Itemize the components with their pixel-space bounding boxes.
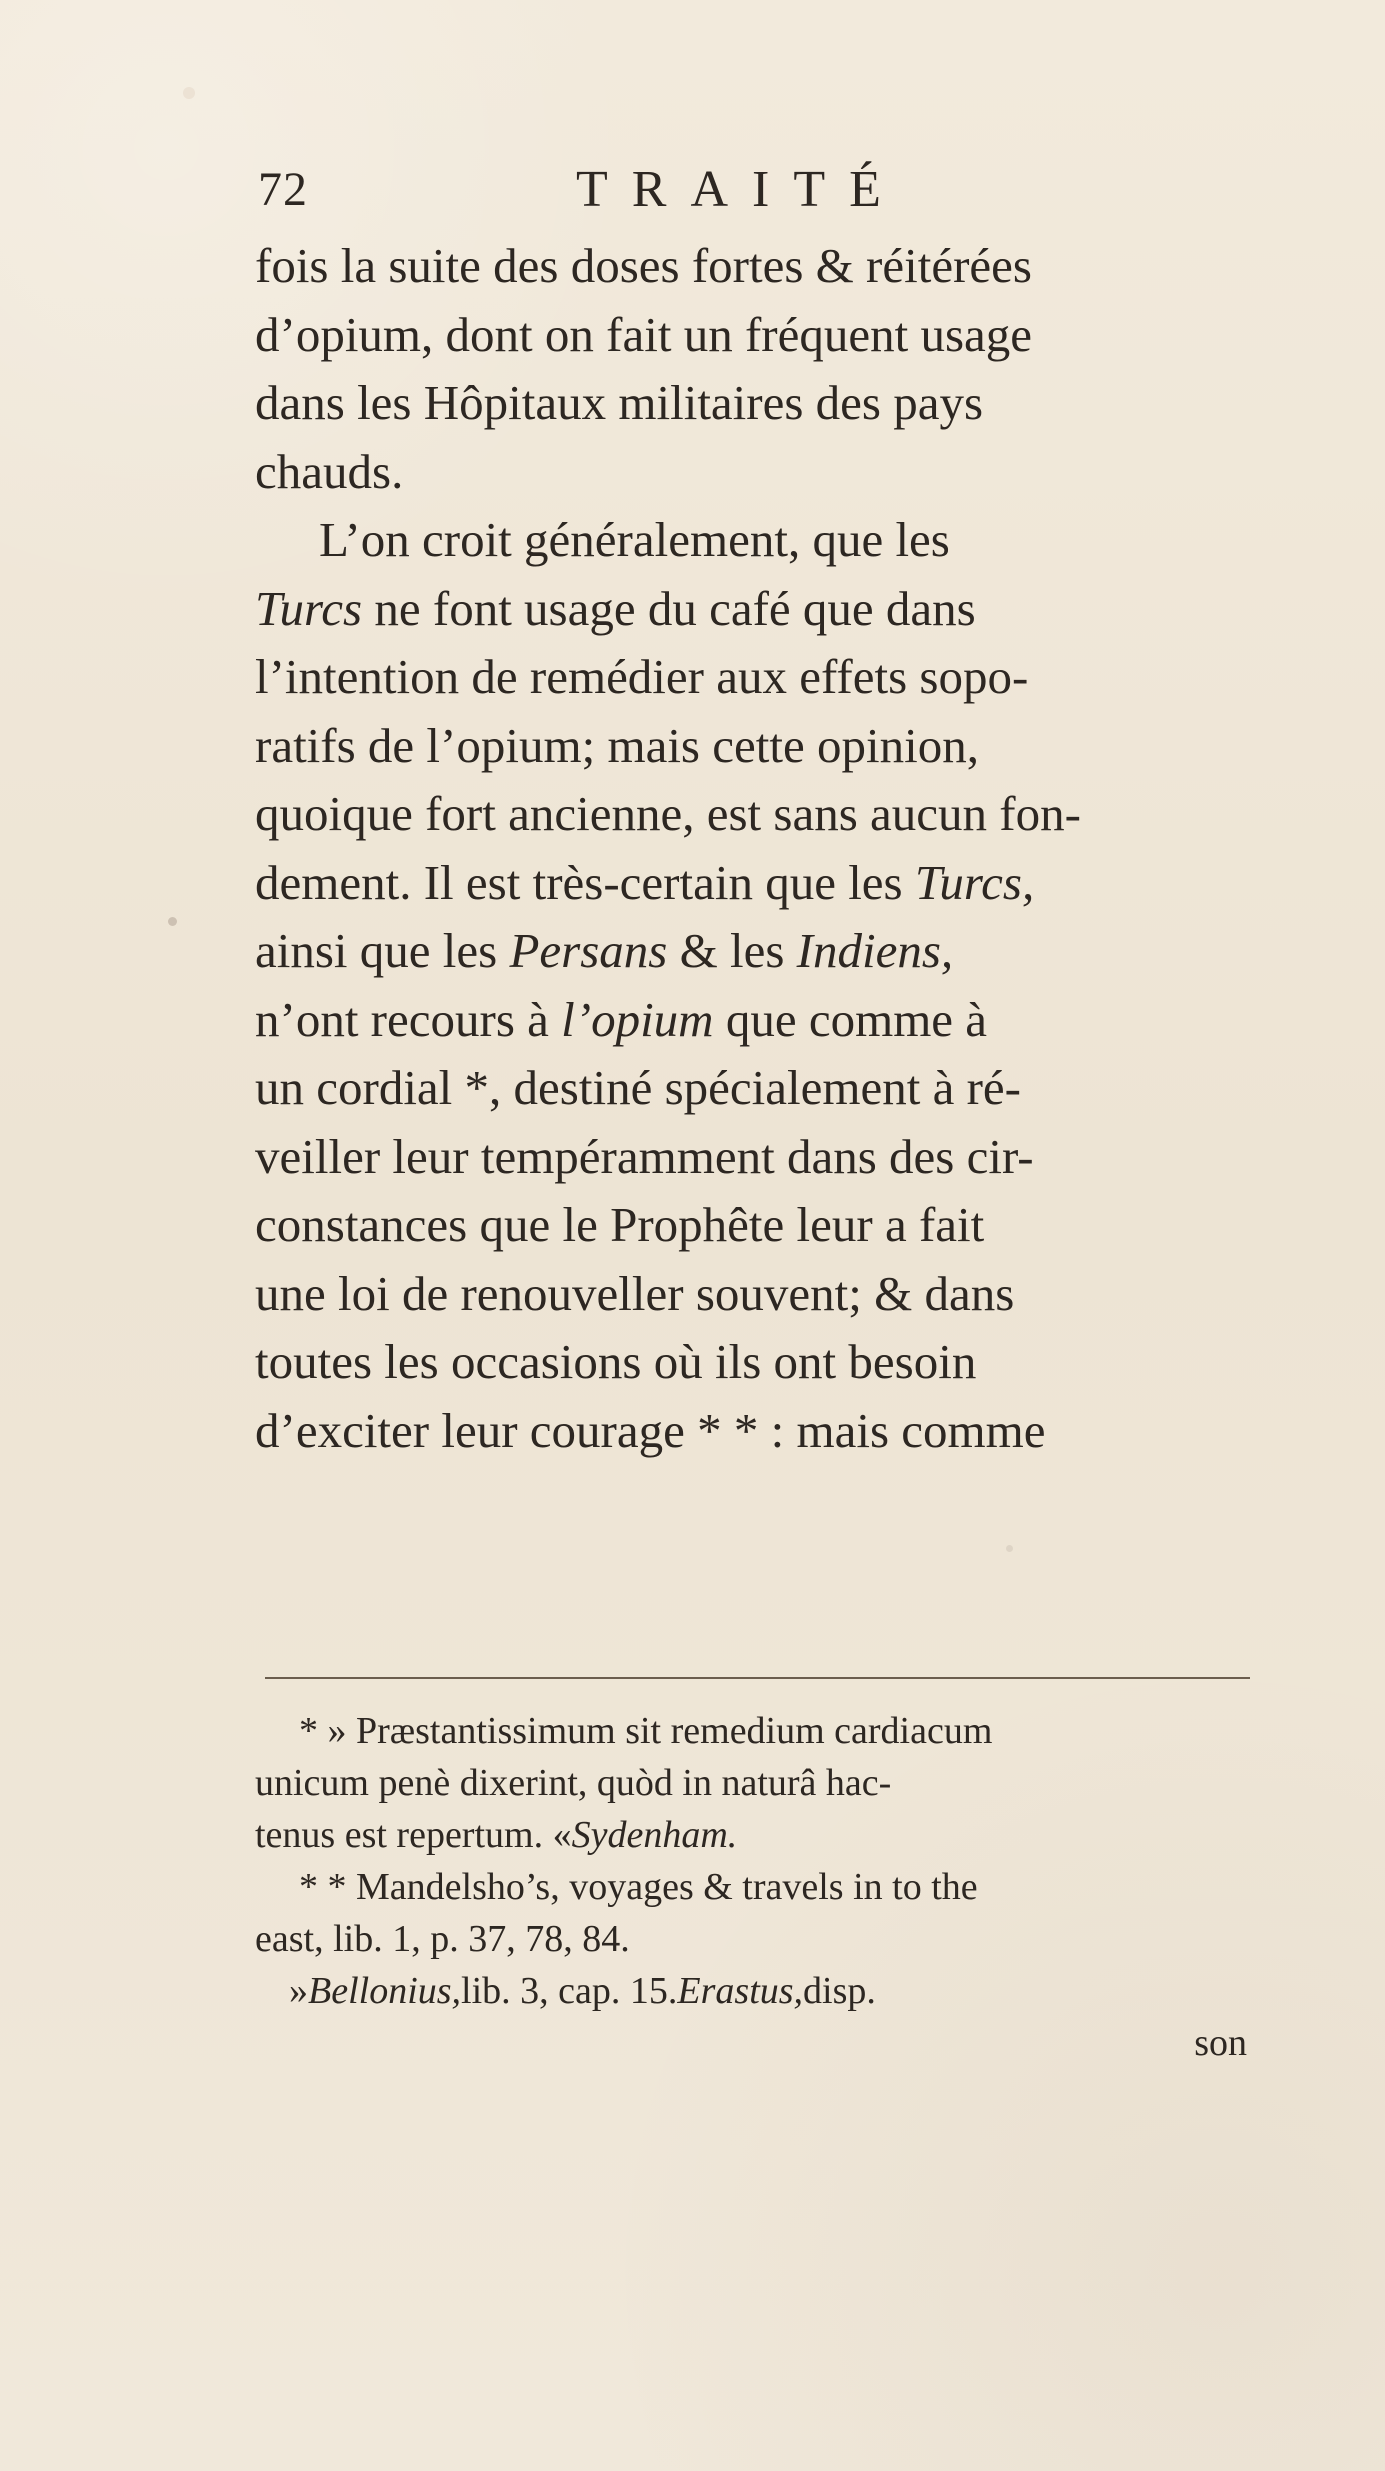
text-segment-persans: Persans [509, 923, 668, 978]
main-text [255, 232, 1251, 1465]
text-line-1: fois la suite des doses fortes & réitérées [255, 238, 1032, 293]
text-line-5: L’on croit généralement, que les [319, 512, 950, 567]
page-header [258, 160, 998, 230]
text-line-2: d’opium, dont on fait un fréquent usage [255, 306, 1033, 362]
text-line-4: chauds. [255, 443, 404, 499]
footnote-line-2: unicum penè dixerint, quòd in naturâ hac- [255, 1762, 892, 1804]
text-line-3: dans les Hôpitaux militaires des pays [255, 375, 984, 430]
footnote-line-5: east, lib. 1, p. 37, 78, 84. [255, 1918, 630, 1960]
text-segment: dement. Il est très-certain que les [255, 854, 915, 910]
text-segment: ne font usage du café que dans [362, 580, 976, 636]
text-line-8: ratifs de l’opium; mais cette opinion, [255, 717, 979, 773]
text-line-13: un cordial *, destiné spécialement à ré- [255, 1060, 1021, 1115]
footnote-author-bellonius: Bellonius, [308, 1970, 462, 2012]
footnote-author-erastus: Erastus, [677, 1970, 804, 2012]
footnote-author-sydenham: Sydenham. [571, 1814, 738, 1856]
page-number: 72 [258, 163, 308, 216]
text-line-7: l’intention de remédier aux effets sopo- [255, 649, 1029, 704]
text-line-11 [255, 917, 1251, 986]
footnote-line-4: * * Mandelsho’s, voyages & travels in to the [299, 1866, 978, 1908]
text-line-10 [255, 849, 1251, 918]
text-line-17: toutes les occasions où ils ont besoin [255, 1334, 977, 1389]
text-segment-indiens: Indiens, [796, 923, 954, 978]
catchword-line [255, 2017, 1255, 2069]
text-segment-turcs: Turcs [255, 580, 363, 636]
text-segment-opium: l’opium [561, 991, 714, 1047]
footnote-line-1: * » Præstantissimum sit remedium cardiacum [299, 1710, 993, 1752]
catchword: son [1194, 2022, 1247, 2064]
paper-spot [1006, 1545, 1013, 1552]
footnote-line-3: tenus est repertum. « Sydenham. [255, 1809, 1255, 1861]
footnote-line-6: » Bellonius, lib. 3, cap. 15. Erastus, disp. [255, 1965, 1255, 2017]
footnote-rule [265, 1677, 1250, 1679]
text-segment-turcs: Turcs, [914, 854, 1035, 910]
text-line-15: constances que le Prophête leur a fait [255, 1197, 985, 1252]
paper-stain [183, 87, 195, 99]
text-line-9: quoique fort ancienne, est sans aucun fon- [255, 786, 1081, 841]
text-segment: n’ont recours à [255, 991, 562, 1047]
paper-spot [168, 917, 177, 926]
text-segment: que comme à [713, 991, 988, 1047]
footnotes [255, 1705, 1255, 2069]
text-segment: ainsi que les [255, 923, 510, 978]
text-line-6 [255, 575, 1251, 644]
text-line-16: une loi de renouveller souvent; & dans [255, 1265, 1015, 1321]
text-line-12 [255, 986, 1251, 1055]
text-line-18: d’exciter leur courage * * : mais comme [255, 1402, 1046, 1458]
text-segment: & les [667, 923, 797, 978]
text-line-14: veiller leur tempéramment dans des cir- [255, 1128, 1034, 1184]
running-head: TRAITÉ [576, 161, 905, 218]
